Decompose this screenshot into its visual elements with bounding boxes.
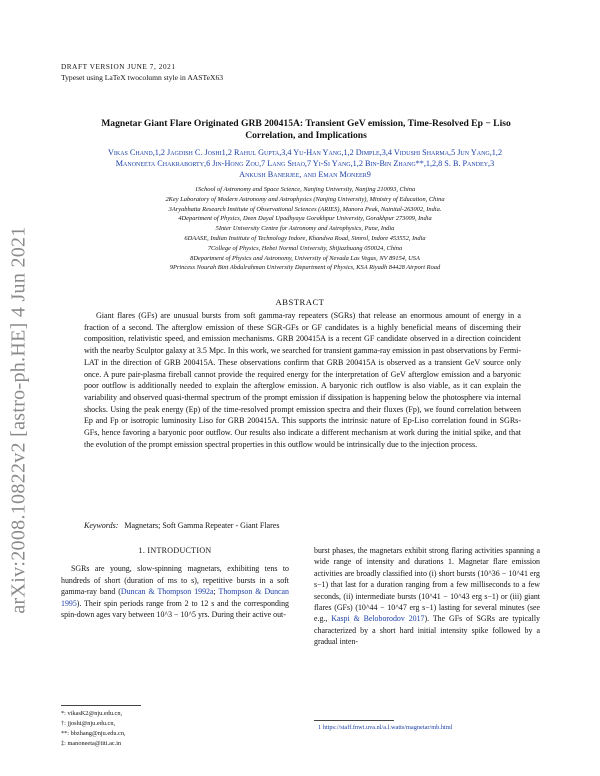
keywords-label: Keywords: bbox=[84, 521, 119, 530]
intro-paragraph bbox=[61, 563, 289, 620]
section-heading-introduction: 1. INTRODUCTION bbox=[138, 546, 212, 555]
abstract-heading: ABSTRACT bbox=[275, 297, 325, 307]
footnote-rule bbox=[61, 705, 141, 706]
draft-version: DRAFT VERSION JUNE 7, 2021 bbox=[61, 63, 176, 71]
affiliation: 8Department of Physics and Astronomy, University of Nevada Las Vegas, NV 89154, USA bbox=[190, 254, 420, 262]
footnote-email: ‡: manoneeta@iiti.ac.in bbox=[61, 740, 122, 747]
abstract-text: Giant flares (GFs) are unusual bursts from soft gamma-ray repeaters (SGRs) that release an enormous amount of energy in a fraction of a second. The afterglow emission of these SGR-GFs or GF candidates is a highly beneficial means of discerning their composition, relativistic speed, and emission mechanisms. GRB 200415A is a recent GF candidate observed in a direction coincident with the nearby Sculptor galaxy at 3.5 Mpc. In this work, we searched for transient gamma-ray emission in past observations by Fermi-LAT in the direction of GRB 200415A. These observations confirm that GRB 200415A is observed as a transient GeV source only once. A pure pair-plasma fireball cannot provide the required energy for the interpretation of GeV afterglow emission and a baryonic poor outflow is additionally needed to explain the afterglow emission. A baryonic rich outflow is also viable, as it can explain the variability and observed quasi-thermal spectrum of the prompt emission if dissipation is happening below the photosphere via internal shocks. Using the peak energy (Ep) of the time-resolved prompt emission spectra and their fluxes (Fp), we found correlation between Ep and Fp or isotropic luminosity Liso for GRB 200415A. This supports the intrinsic nature of Ep-Liso correlation found in SGRs-GFs, hence favoring a baryonic poor outflow. Our results also indicate a different mechanism at work during the initial spike, and that the evolution of the prompt emission spectral properties in this outflow would be intrinsically due to the injection process. bbox=[84, 311, 521, 449]
authors-line-2[interactable]: Manoneeta Chakraborty,6 Jin-Hong Zou,7 Lang Shao,7 Yi-Si Yang,1,2 Bin-Bin Zhang**,1,2,8 S. B. Pandey,3 bbox=[115, 159, 495, 168]
text-run: burst phases, the magnetars exhibit strong flaring activities spanning a wide range of intensity and durations 1. Magnetar flare emission activities are broadly classified into (i) short bursts (10^36 − 10^41 erg s−1) that last for a duration ranging from a few milliseconds to a few seconds, (ii) intermediate bursts (10^41 − 10^43 erg s−1) or (iii) giant flares (GFs) (10^44 − 10^47 erg s−1) lasting for several minutes (see e.g., bbox=[314, 546, 540, 624]
affiliation: 5Inter University Centre for Astronomy and Astrophysics, Pune, India bbox=[215, 225, 395, 233]
affiliation: 4Department of Physics, Deen Dayal Upadhyaya Gorakhpur University, Gorakhpur 273009, India bbox=[178, 215, 432, 223]
citation-link[interactable]: Thompson & Duncan 1995 bbox=[61, 587, 289, 608]
arxiv-id: arXiv:2008.10822v2 [astro-ph.HE] 4 Jun 2021 bbox=[7, 226, 30, 614]
authors-line-1[interactable]: Vikas Chand,1,2 Jagdish C. Joshi1,2 Rahul Gupta,3,4 Yu-Han Yang,1,2 Dimple,3,4 Vidushi Sharma,5 Jun Yang,1,2 bbox=[107, 148, 503, 157]
text-run: ). The GFs of SGRs are typically characterized by a short hard initial intensity spike followed by a gradual inten- bbox=[314, 614, 540, 647]
affiliation: 7College of Physics, Hebei Normal University, Shijiazhuang 050024, China bbox=[207, 244, 403, 252]
text-run: SGRs are young, slow-spinning magnetars, exhibiting tens to hundreds of short (duration of ms to s), repetitive bursts in a soft gamma-ray band ( bbox=[61, 564, 289, 597]
footnote-rule bbox=[314, 720, 394, 721]
intro-paragraph-continued bbox=[314, 545, 540, 648]
footnote-email: **: bbzhang@nju.edu.cn, bbox=[61, 730, 126, 737]
text-run: ; bbox=[213, 587, 219, 597]
affiliation: 1School of Astronomy and Space Science, Nanjing University, Nanjing 210093, China bbox=[194, 186, 416, 193]
right-column bbox=[314, 545, 540, 648]
paper-title bbox=[72, 118, 540, 142]
keywords bbox=[84, 521, 521, 530]
affiliation: 2Key Laboratory of Modern Astronomy and Astrophysics (Nanjing University), Ministry of Education, China bbox=[165, 195, 445, 203]
left-column bbox=[61, 545, 289, 620]
footnote-email: †: jjoshi@nju.edu.cn, bbox=[61, 720, 116, 727]
author-list bbox=[66, 147, 544, 180]
keywords-text: Magnetars; Soft Gamma Repeater - Giant Flares bbox=[124, 521, 280, 530]
affiliation: 6DAASE, Indian Institute of Technology Indore, Khandwa Road, Simrol, Indore 453552, India bbox=[184, 234, 426, 242]
citation-link[interactable]: Duncan & Thompson 1992a bbox=[120, 587, 214, 597]
text-run: ). Their spin periods range from 2 to 12 s and the corresponding spin-down ages vary between 10^3 − 10^5 yrs. During their active out- bbox=[61, 598, 289, 620]
authors-line-3[interactable]: Ankush Banerjee, and Eman Moneer9 bbox=[239, 170, 371, 179]
title-line-1: Magnetar Giant Flare Originated GRB 200415A: Transient GeV emission, Time-Resolved Ep − Liso bbox=[101, 118, 511, 129]
affiliation: 9Princess Nourah Bint Abdulrahman University Department of Physics, KSA Riyadh 84428 Airport Road bbox=[169, 264, 441, 272]
typeset-note: Typeset using LaTeX twocolumn style in AASTeX63 bbox=[61, 73, 224, 82]
affiliation: 3Aryabhatta Research Institute of Observational Sciences (ARIES), Manora Peak, Nainital-263002, India. bbox=[168, 205, 442, 213]
author-footnotes bbox=[61, 709, 126, 749]
arxiv-stamp bbox=[6, 200, 32, 640]
citation-link[interactable]: Kaspi & Beloborodov 2017 bbox=[331, 614, 425, 624]
affiliations bbox=[62, 185, 548, 273]
footnote-email: *: vikasK2@nju.edu.cn, bbox=[61, 710, 123, 717]
footnote-url-link[interactable]: 1 https://staff.fnwi.uva.nl/a.l.watts/magnetar/mb.html bbox=[318, 724, 453, 731]
title-line-2: Correlation, and Implications bbox=[245, 130, 367, 141]
